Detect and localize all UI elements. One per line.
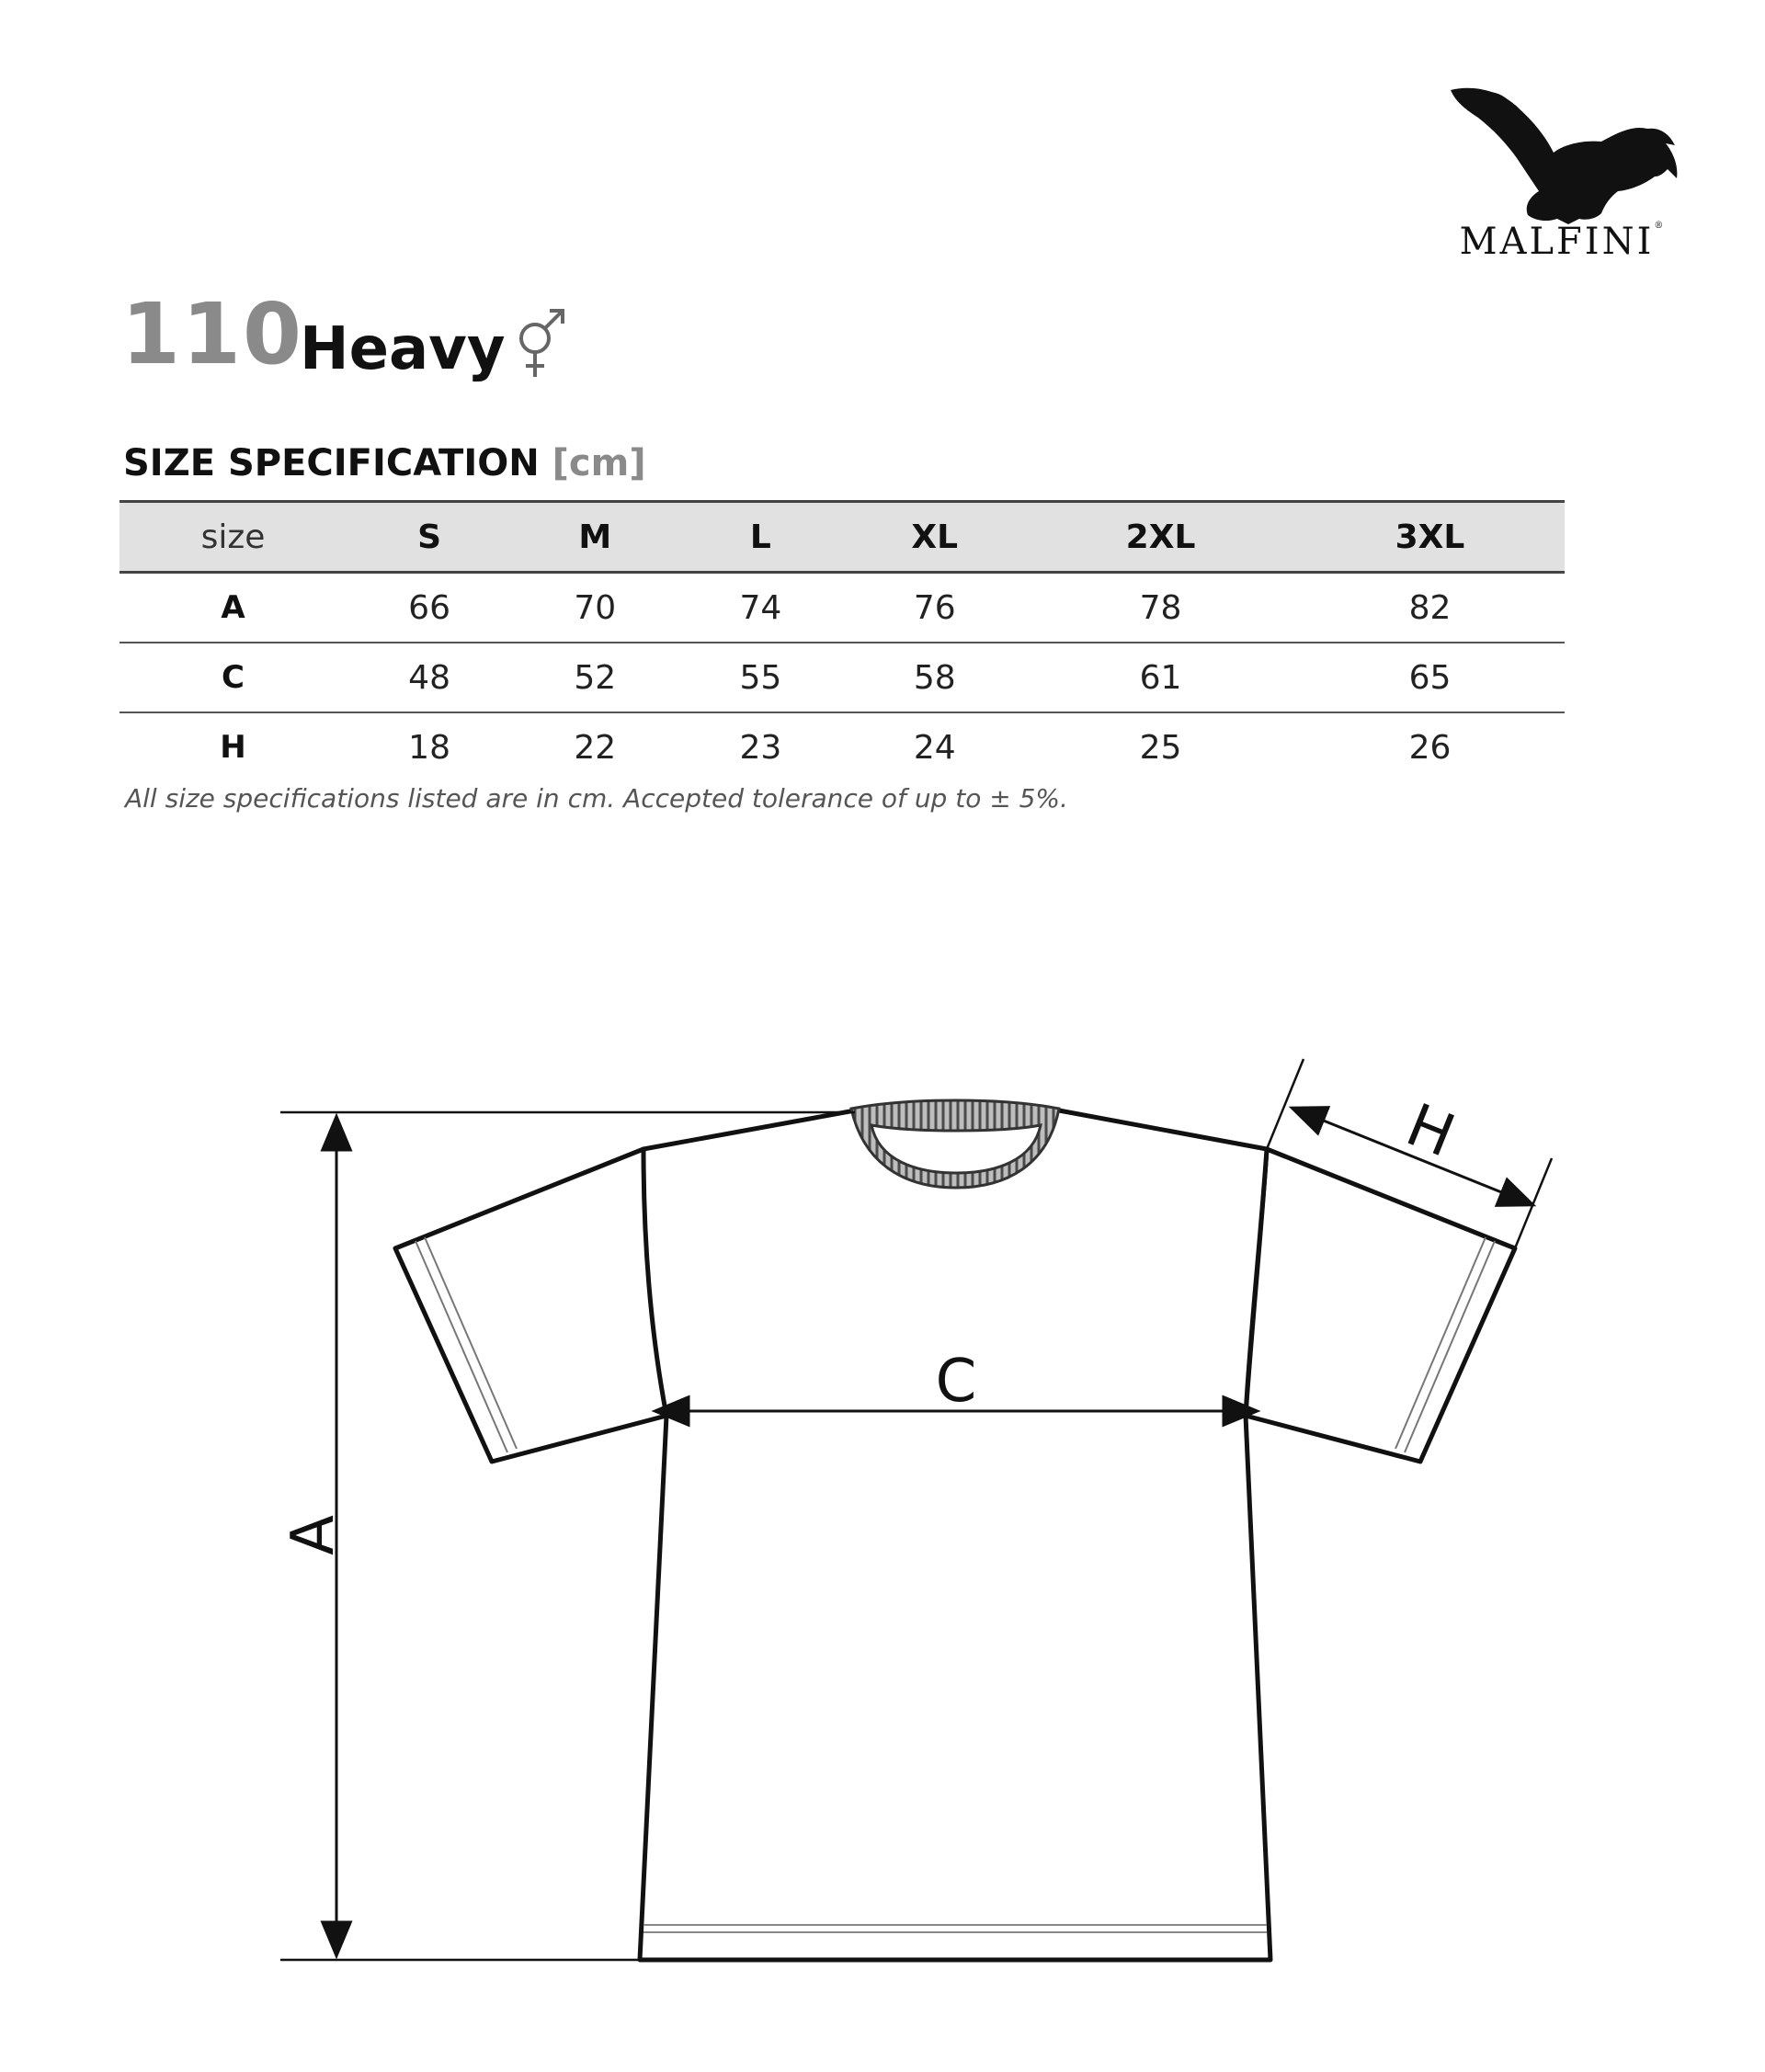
header-cell: size bbox=[200, 518, 266, 556]
model-number: 110 bbox=[121, 285, 304, 383]
unisex-icon bbox=[513, 309, 568, 382]
spec-heading: SIZE SPECIFICATION [cm] bbox=[123, 442, 646, 484]
table-cell: 23 bbox=[739, 728, 782, 767]
table-cell: 70 bbox=[574, 588, 617, 627]
table-cell: 48 bbox=[408, 658, 450, 697]
table-cell: 82 bbox=[1408, 588, 1452, 627]
tshirt-diagram bbox=[0, 1011, 1765, 2022]
table-cell: 76 bbox=[913, 588, 956, 627]
row-label: A bbox=[221, 589, 245, 626]
table-row bbox=[120, 712, 1565, 781]
model-name: Heavy bbox=[300, 315, 506, 383]
header-cell: 2XL bbox=[1125, 518, 1196, 556]
tolerance-note: All size specifications listed are in cm. Accepted tolerance of up to ± 5%. bbox=[125, 783, 1068, 814]
header-cell: S bbox=[417, 518, 442, 556]
table-cell: 26 bbox=[1408, 728, 1452, 767]
eagle-logo-icon bbox=[1443, 81, 1682, 228]
dimension-a-label: A bbox=[279, 1515, 347, 1555]
table-header-row bbox=[120, 502, 1565, 573]
right-sleeve bbox=[1246, 1149, 1515, 1462]
table-cell: 58 bbox=[913, 658, 956, 697]
table-cell: 78 bbox=[1139, 588, 1182, 627]
brand-name: MALFINI® bbox=[1459, 221, 1667, 263]
header-cell: 3XL bbox=[1395, 518, 1465, 556]
dimension-h-label: H bbox=[1396, 1091, 1464, 1171]
size-table bbox=[120, 500, 1565, 781]
table-cell: 22 bbox=[574, 728, 617, 767]
table-row bbox=[120, 573, 1565, 643]
table-cell: 65 bbox=[1408, 658, 1452, 697]
header-cell: L bbox=[749, 518, 771, 556]
table-cell: 24 bbox=[913, 728, 956, 767]
row-label: C bbox=[222, 659, 245, 696]
table-cell: 66 bbox=[408, 588, 450, 627]
left-sleeve bbox=[395, 1149, 666, 1462]
table-cell: 74 bbox=[739, 588, 782, 627]
brand-logo bbox=[1434, 81, 1691, 274]
table-cell: 18 bbox=[408, 728, 450, 767]
table-row bbox=[120, 643, 1565, 712]
dimension-c-label: C bbox=[935, 1348, 977, 1416]
table-cell: 25 bbox=[1139, 728, 1182, 767]
row-label: H bbox=[220, 729, 246, 766]
table-cell: 61 bbox=[1139, 658, 1182, 697]
header-cell: M bbox=[578, 518, 612, 556]
table-cell: 55 bbox=[739, 658, 782, 697]
table-cell: 52 bbox=[574, 658, 617, 697]
shirt-body bbox=[640, 1110, 1270, 1960]
header-cell: XL bbox=[911, 518, 959, 556]
